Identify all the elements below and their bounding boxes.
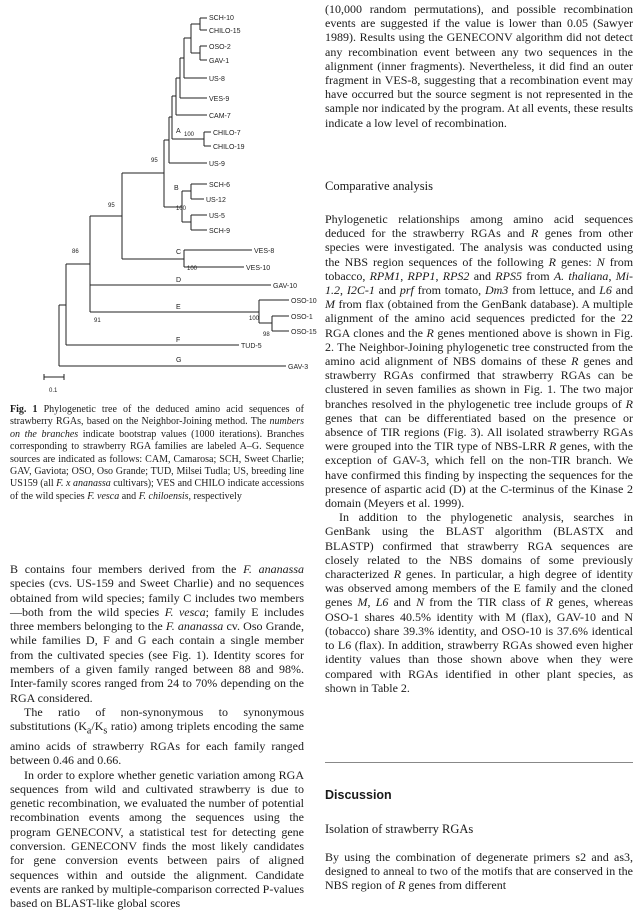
leaf-label: OSO-10: [291, 298, 317, 305]
leaf-label: GAV-3: [288, 364, 309, 371]
family-label-d: D: [176, 277, 182, 284]
family-label-a: A: [176, 128, 181, 135]
bootstrap-value: 100: [184, 132, 195, 138]
paragraph: In addition to the phylogenetic analysis, searches in GenBank using the BLAST algorithm (BLASTX and BLASTP) confirmed that strawberry RGA sequences are closely related to the NBS domains of some previously characterized R genes. In particular, a high degree of identity was observed among members of the E family and the cloned genes M, L6 and N from the TIR class of R genes, whereas OSO-1 shares 40.5% identity with M (flax), GAV-10 and N (tobacco) share 39.3% identity, and OSO-10 is 37.6% identical to L6 (flax). In addition, strawberry RGAs showed even higher identity values than those shown above when they were compared with RGAs identified in other plant species, as shown in Table 2.: [325, 510, 634, 695]
bootstrap-value: 91: [94, 318, 101, 324]
leaf-label: US-8: [209, 76, 225, 83]
leaf-label: OSO-2: [209, 44, 231, 51]
family-label-c: C: [176, 249, 182, 256]
comparative-analysis-text: [325, 212, 633, 695]
subsection-heading-isolation: Isolation of strawberry RGAs: [325, 822, 474, 836]
leaf-label: SCH-10: [209, 15, 234, 22]
leaf-label: OSO-15: [291, 329, 317, 336]
leaf-label: OSO-1: [291, 314, 313, 321]
family-label-b: B: [174, 185, 179, 192]
left-body-text: [10, 562, 304, 911]
paragraph: Phylogenetic relationships among amino acid sequences deduced for the strawberry RGAs and R genes from other species were investigated. The analysis was conducted using the NBS region sequences of the following R genes: N from tobacco, RPM1, RPP1, RPS2 and RPS5 from A. thaliana, Mi-1.2, I2C-1 and prf from tomato, Dm3 from lettuce, and L6 and M from flax (obtained from the GenBank database). A multiple alignment of the amino acid sequences predicted for the 22 RGA clones and the R genes mentioned above is shown in Fig. 2. The Neighbor-Joining phylogenetic tree constructed from the amino acid alignment of NBS domains of these R genes and strawberry RGAs confirmed that strawberry RGAs can be clustered in seven families as shown in Fig. 1. The two major branches resolved in the phylogenetic tree include groups of R genes that can be differentiated based on the presence or absence of TIR regions (Fig. 3). All isolated strawberry RGAs were grouped into the TIR type of NBS-LRR R genes, with the exception of GAV-3, which fell on the non-TIR branch. We have confirmed this finding by inspecting the sequences for the presence of aspartic acid (D) at the C-terminus of the Kinase 2 domain (Meyers et al. 1999).: [325, 212, 634, 511]
bootstrap-value: 95: [108, 203, 115, 209]
leaf-label: US-12: [206, 197, 226, 204]
scale-bar-label: 0.1: [49, 388, 58, 394]
family-label-f: F: [176, 337, 181, 344]
leaf-label: US-9: [209, 161, 225, 168]
paragraph: By using the combination of degenerate primers s2 and as3, designed to anneal to two of the motifs that are conserved in the NBS region of R genes from different: [325, 850, 633, 893]
bootstrap-value: 98: [263, 332, 270, 338]
caption-label: Fig. 1: [10, 404, 38, 415]
family-label-e: E: [176, 304, 181, 311]
leaf-label: SCH-6: [209, 182, 231, 189]
leaf-labels: [206, 15, 317, 371]
leaf-label: GAV-10: [273, 283, 297, 290]
paragraph: In order to explore whether genetic variation among RGA sequences from wild and cultivated strawberry is due to genetic recombination, we evaluated the number of potential recombination events among the sequences using the program GENECONV, a statistical test for detecting gene conversion. GENECONV finds the most likely candidates for gene conversion events between pairs of aligned sequences within and outside the alignment. Candidate events are ranked by multiple-comparison corrected P-values based on BLAST-like global scores: [10, 767, 304, 911]
leaf-label: VES-9: [209, 96, 230, 103]
leaf-label: CHILO-15: [209, 28, 241, 35]
leaf-label: SCH-9: [209, 228, 231, 235]
bootstrap-value: 100: [176, 206, 187, 212]
leaf-label: VES-10: [246, 265, 271, 272]
leaf-label: VES-8: [254, 248, 275, 255]
family-label-g: G: [176, 357, 182, 364]
paragraph: B contains four members derived from the F. ananassa species (cvs. US-159 and Sweet Charlie) and no sequences obtained from wild species; family C includes two members—both from the wild species F. vesca; family E includes three members belonging to the F. ananassa cv. Oso Grande, while families D, F and G each contain a single member from the cultivated species (see Fig. 1). Identity scores for members of a given family ranged between 88 and 98%. Inter-family scores ranged from 24 to 70% depending on the RGA considered.: [10, 562, 305, 705]
leaf-label: US-5: [209, 213, 225, 220]
section-divider: [325, 762, 633, 763]
paragraph: The ratio of non-synonymous to synonymous substitutions ($K_a/K_s$ ratio) among triplets encoding the same amino acids of strawberry RGAs for each family ranged between 0.46 and 0.66.: [10, 704, 305, 768]
leaf-label: CHILO-7: [213, 130, 241, 137]
section-heading-discussion: Discussion: [325, 788, 392, 802]
leaf-label: CHILO-19: [213, 144, 245, 151]
phylogenetic-tree-figure: [4, 0, 317, 400]
section-heading-comparative-analysis: Comparative analysis: [325, 179, 433, 193]
leaf-label: GAV-1: [209, 58, 230, 65]
paragraph: (10,000 random permutations), and possible recombination events are suggested if the value is lower than 0.05 (Sawyer 1989). Results using the GENECONV algorithm did not detect any recombination event between any two sequences in the alignment (inner fragments). Nevertheless, it did find an outer fragment in VES-8, suggesting that a recombination event may have occurred but the source segment is not represented in the sample nor indicated by the program. At all events, these results indicate a low level of recombination.: [325, 2, 633, 130]
bootstrap-value: 100: [249, 316, 260, 322]
leaf-label: CAM-7: [209, 113, 231, 120]
bootstrap-value: 100: [187, 266, 198, 272]
leaf-label: TUD-5: [241, 343, 262, 350]
tree-branches: [44, 18, 289, 380]
figure-caption: Fig. 1 Phylogenetic tree of the deduced amino acid sequences of strawberry RGAs, based on the Neighbor-Joining method. The numbers on the branches indicate bootstrap values (1000 iterations). Branches corresponding to strawberry RGA families are labeled A–G. Sequence sources are indicated as follows: CAM, Camarosa; SCH, Sweet Charlie; GAV, Gaviota; OSO, Oso Grande; TUD, Milsei Tudla; US, breeding line US159 (all F. x ananassa cultivars); VES and CHILO indicate accessions of the wild species F. vesca and F. chiloensis, respectively: [10, 404, 305, 502]
bootstrap-value: 86: [72, 249, 79, 255]
bootstrap-value: 95: [151, 158, 158, 164]
